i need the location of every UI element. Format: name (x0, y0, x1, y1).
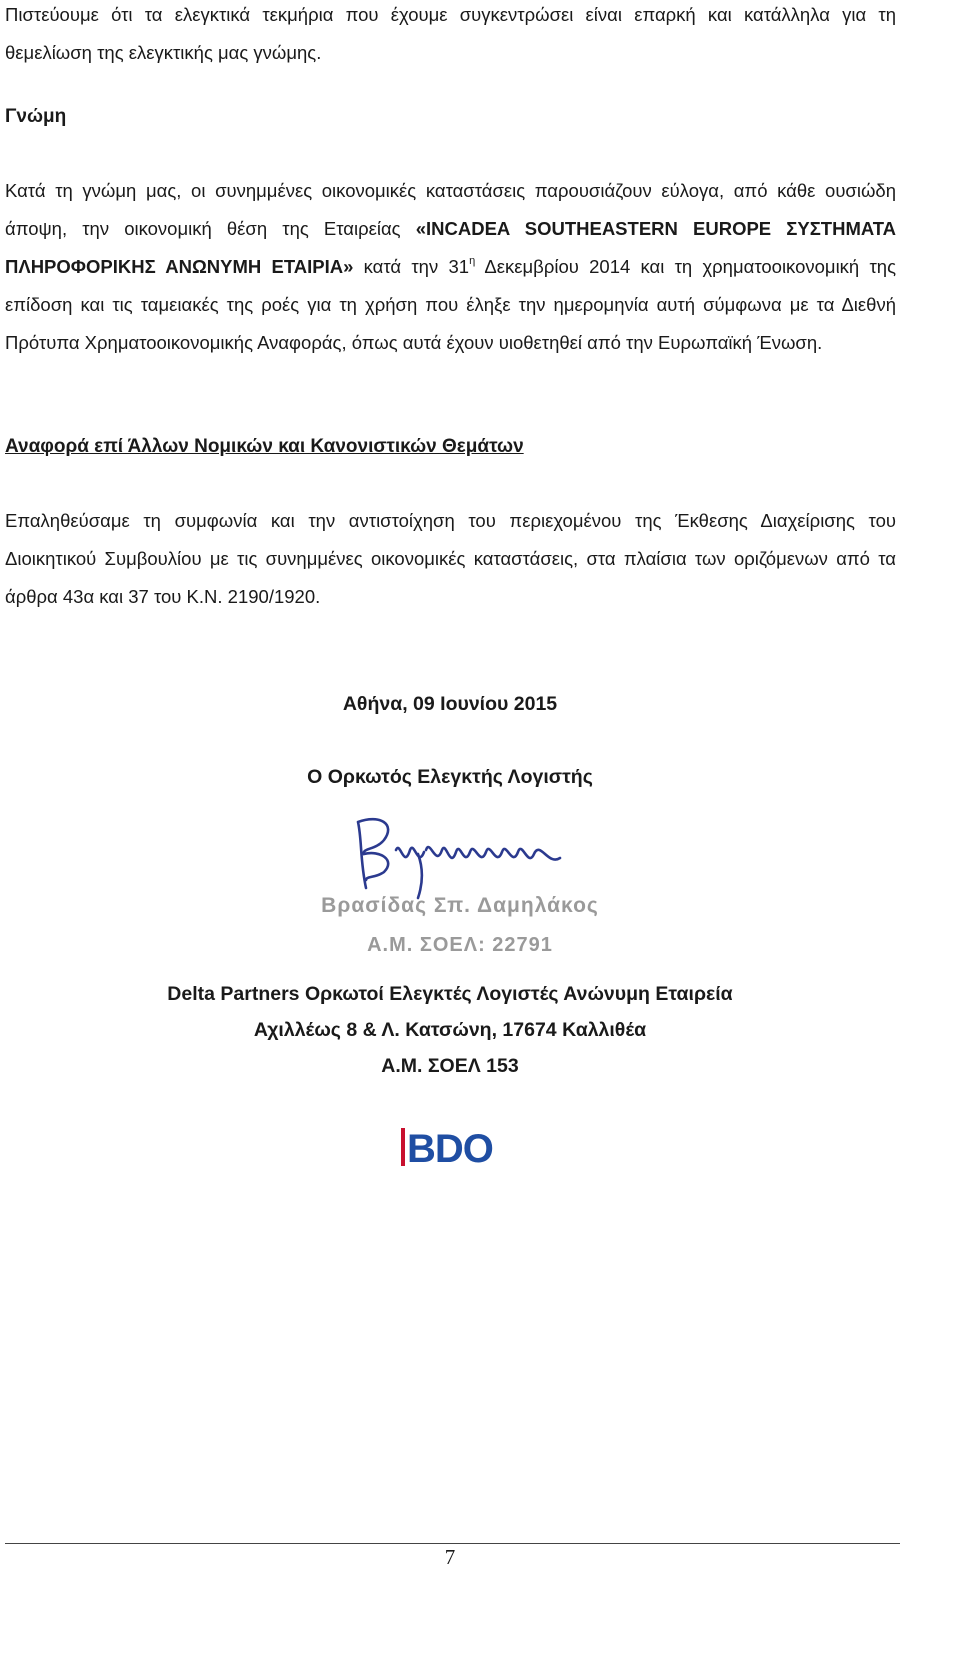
ordinal-superscript: η (469, 255, 476, 267)
firm-address: Αχιλλέως 8 & Λ. Κατσώνη, 17674 Καλλιθέα (253, 1019, 647, 1041)
bdo-logo-icon (395, 1122, 505, 1172)
firm-name: Delta Partners Ορκωτοί Ελεγκτές Λογιστές Ανώνυμη Εταιρεία (167, 983, 733, 1005)
stamp-registration: Α.Μ. ΣΟΕΛ: 22791 (367, 934, 553, 956)
firm-registration: Α.Μ. ΣΟΕΛ 153 (381, 1055, 519, 1077)
opinion-text-part3: Δεκεμβρίου 2014 και τη χρηματοοικονομική της επίδοση και τις ταμειακές της ροές για τη χρήση που έληξε την ημερομηνία αυτή σύμφωνα με τα Διεθνή Πρότυπα Χρηματοοικονομικής Αναφοράς, όπως αυτά έχουν υιοθετηθεί από την Ευρωπαϊκή Ένωση. (5, 256, 896, 353)
footer-divider (5, 1543, 900, 1544)
signature-stamp (300, 810, 640, 970)
stamp-name: Βρασίδας Σπ. Δαμηλάκος (321, 894, 599, 917)
svg-text:BDO: BDO (407, 1127, 493, 1171)
auditor-title: Ο Ορκωτός Ελεγκτής Λογιστής (307, 766, 593, 788)
other-matters-heading: Αναφορά επί Άλλων Νομικών και Κανονιστικών Θεμάτων (5, 436, 524, 457)
opinion-paragraph (5, 172, 896, 362)
company-name: «INCADEA SOUTHEASTERN EUROPE ΣΥΣΤΗΜΑΤΑ ΠΛΗΡΟΦΟΡΙΚΗΣ ΑΝΩΝΥΜΗ ΕΤΑΙΡΙΑ» (5, 218, 896, 277)
page-number: 7 (444, 1545, 456, 1569)
opinion-heading: Γνώμη (5, 106, 67, 127)
intro-paragraph: Πιστεύουμε ότι τα ελεγκτικά τεκμήρια που έχουμε συγκεντρώσει είναι επαρκή και κατάλληλα για τη θεμελίωση της ελεγκτικής μας γνώμης. (5, 4, 896, 63)
handwritten-signature-icon (300, 810, 640, 900)
other-matters-paragraph: Επαληθεύσαμε τη συμφωνία και την αντιστοίχηση του περιεχομένου της Έκθεσης Διαχείρισης του Διοικητικού Συμβουλίου με τις συνημμένες οικονομικές καταστάσεις, στα πλαίσια των οριζόμενων από τα άρθρα 43α και 37 του Κ.Ν. 2190/1920. (5, 510, 896, 607)
place-date: Αθήνα, 09 Ιουνίου 2015 (342, 693, 558, 715)
opinion-text-part1: Κατά τη γνώμη μας, οι συνημμένες οικονομικές καταστάσεις παρουσιάζουν εύλογα, από κάθε ουσιώδη άποψη, την οικονομική θέση της Εταιρείας (5, 180, 896, 239)
opinion-text-part2: κατά την 31 (353, 256, 470, 277)
